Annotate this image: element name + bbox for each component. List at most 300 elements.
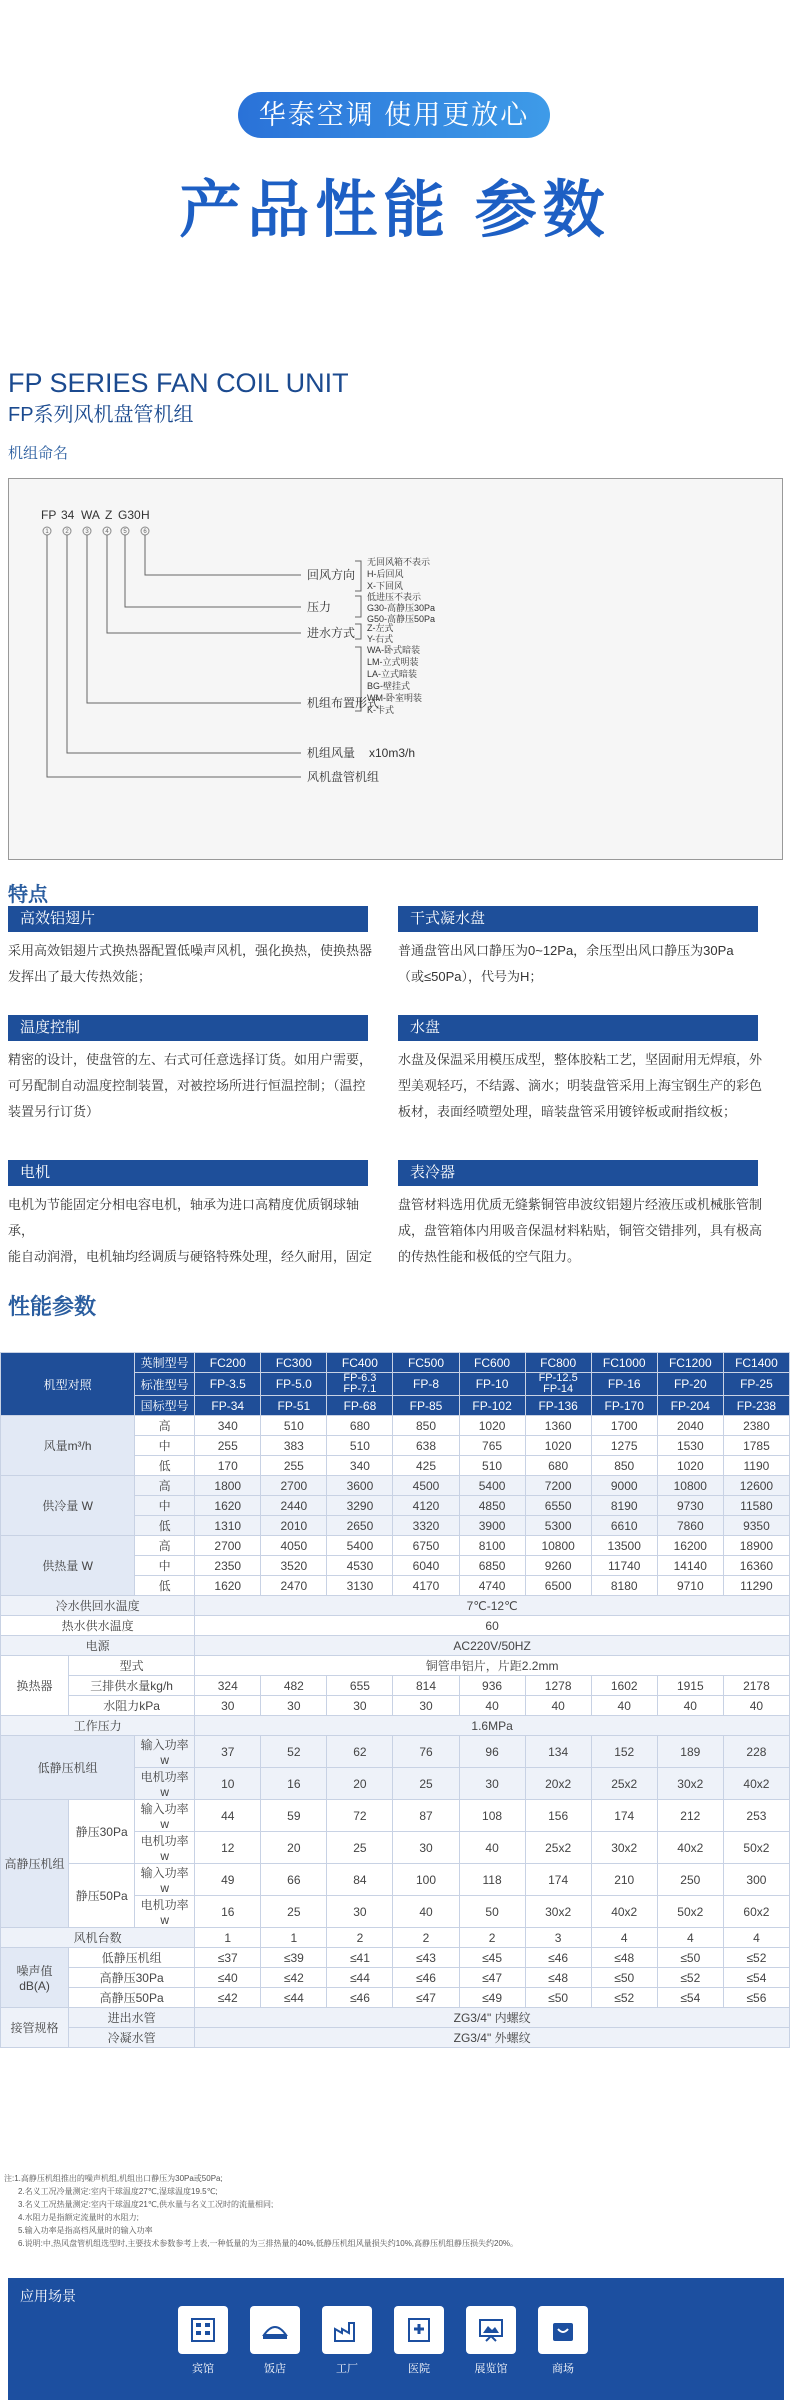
performance-rows bbox=[1, 1416, 790, 1596]
cell: FP-51 bbox=[261, 1396, 327, 1416]
value-cell: 40x2 bbox=[657, 1832, 723, 1864]
factory-icon bbox=[322, 2306, 372, 2354]
value-cell: 425 bbox=[393, 1456, 459, 1476]
code-fp: FP bbox=[41, 508, 57, 522]
value-cell: ≤37 bbox=[195, 1948, 261, 1968]
value-cell: 4 bbox=[657, 1928, 723, 1948]
value-cell: 7200 bbox=[525, 1476, 591, 1496]
value-cell: 850 bbox=[591, 1456, 657, 1476]
app-label-factory: 工厂 bbox=[336, 2363, 358, 2375]
value-cell: ≤43 bbox=[393, 1948, 459, 1968]
hero-title: 产品性能 参数 bbox=[179, 176, 611, 245]
value-cell: 66 bbox=[261, 1864, 327, 1896]
value-cell: 1190 bbox=[723, 1456, 789, 1476]
product-en-title: FP SERIES FAN COIL UNIT bbox=[8, 368, 349, 398]
value-cell: 6850 bbox=[459, 1556, 525, 1576]
layout-opt: K-卡式 bbox=[367, 705, 395, 715]
value-cell: 3320 bbox=[393, 1516, 459, 1536]
high-in-row bbox=[1, 1864, 790, 1896]
cell: FP-25 bbox=[723, 1373, 789, 1396]
value-cell: 16 bbox=[195, 1896, 261, 1928]
value-cell: 3130 bbox=[327, 1576, 393, 1596]
value-cell: 3600 bbox=[327, 1476, 393, 1496]
value-cell: ≤52 bbox=[591, 1988, 657, 2008]
noise-row bbox=[1, 1988, 790, 2008]
hospital-icon bbox=[394, 2306, 444, 2354]
value-cell: 84 bbox=[327, 1864, 393, 1896]
value-cell: 40 bbox=[459, 1832, 525, 1864]
value-cell: 8180 bbox=[591, 1576, 657, 1596]
value-cell: 765 bbox=[459, 1436, 525, 1456]
value-cell: 1602 bbox=[591, 1676, 657, 1696]
pressure-opt: 低进压不表示 bbox=[367, 592, 422, 602]
row-label: 输入功率w bbox=[135, 1736, 195, 1768]
value-cell: 25 bbox=[393, 1768, 459, 1800]
value-cell: 174 bbox=[591, 1800, 657, 1832]
naming-title: 机组命名 bbox=[8, 445, 69, 462]
low-in-row bbox=[1, 1736, 790, 1768]
value-cell: 40 bbox=[723, 1696, 789, 1716]
airflow-unit: x10m3/h bbox=[369, 746, 416, 760]
num-3: 3 bbox=[85, 529, 89, 535]
value-cell: 2040 bbox=[657, 1416, 723, 1436]
value-cell: ≤44 bbox=[327, 1968, 393, 1988]
cell: FP-16 bbox=[591, 1373, 657, 1396]
return-opt: X-下回风 bbox=[367, 581, 404, 591]
row-label: 输入功率w bbox=[135, 1864, 195, 1896]
group-label: 风量m³/h bbox=[1, 1416, 135, 1476]
label-unit: 风机盘管机组 bbox=[307, 770, 380, 784]
cell: FC400 bbox=[327, 1353, 393, 1373]
value-cell: 12 bbox=[195, 1832, 261, 1864]
value-cell: 324 bbox=[195, 1676, 261, 1696]
value-cell: 20 bbox=[261, 1832, 327, 1864]
static-pressure-label: 静压30Pa bbox=[69, 1800, 135, 1864]
value-cell: 2650 bbox=[327, 1516, 393, 1536]
value-cell: ≤56 bbox=[723, 1988, 789, 2008]
group-label: 供热量 W bbox=[1, 1536, 135, 1596]
value-cell: 255 bbox=[195, 1436, 261, 1456]
layout-opt: BG-壁挂式 bbox=[367, 681, 411, 691]
feature-bar-drain-pan: 干式凝水盘 bbox=[398, 906, 758, 932]
value-cell: 4120 bbox=[393, 1496, 459, 1516]
value-cell: ≤42 bbox=[261, 1968, 327, 1988]
value-cell: 7860 bbox=[657, 1516, 723, 1536]
cell: 7℃-12℃ bbox=[195, 1596, 790, 1616]
value-cell: ≤52 bbox=[657, 1968, 723, 1988]
value-cell: 40 bbox=[591, 1696, 657, 1716]
cell: 1.6MPa bbox=[195, 1716, 790, 1736]
value-cell: 3 bbox=[525, 1928, 591, 1948]
layout-opt: LA-立式暗装 bbox=[367, 669, 418, 679]
speed-label: 低 bbox=[135, 1576, 195, 1596]
value-cell: ≤41 bbox=[327, 1948, 393, 1968]
cell: FP-8 bbox=[393, 1373, 459, 1396]
num-1: 1 bbox=[45, 529, 49, 535]
water-opt: Y-右式 bbox=[367, 634, 394, 644]
shopping-bag-icon bbox=[538, 2306, 588, 2354]
value-cell: ≤47 bbox=[393, 1988, 459, 2008]
value-cell: 2700 bbox=[195, 1536, 261, 1556]
cell: FP-3.5 bbox=[195, 1373, 261, 1396]
value-cell: 4850 bbox=[459, 1496, 525, 1516]
value-cell: 1310 bbox=[195, 1516, 261, 1536]
value-cell: ≤50 bbox=[525, 1988, 591, 2008]
value-cell: 60x2 bbox=[723, 1896, 789, 1928]
app-label-mall: 商场 bbox=[552, 2363, 574, 2375]
models-label: 机型对照 bbox=[1, 1353, 135, 1416]
value-cell: 20 bbox=[327, 1768, 393, 1800]
row-label: 电机功率w bbox=[135, 1768, 195, 1800]
feature-text-drain-pan: 普通盘管出风口静压为0~12Pa，余压型出风口静压为30Pa （或≤50Pa），代号为H； bbox=[398, 943, 734, 984]
value-cell: 30 bbox=[195, 1696, 261, 1716]
value-cell: 59 bbox=[261, 1800, 327, 1832]
cell: FP-136 bbox=[525, 1396, 591, 1416]
pressure-opt: G30-高静压30Pa bbox=[367, 603, 436, 613]
num-2: 2 bbox=[65, 529, 69, 535]
value-cell: 40 bbox=[657, 1696, 723, 1716]
value-cell: ≤40 bbox=[195, 1968, 261, 1988]
value-cell: 72 bbox=[327, 1800, 393, 1832]
cell: FC500 bbox=[393, 1353, 459, 1373]
value-cell: 482 bbox=[261, 1676, 327, 1696]
row-label: 风机台数 bbox=[1, 1928, 195, 1948]
row-label: 进出水管 bbox=[69, 2008, 195, 2028]
code-wa: WA bbox=[81, 508, 100, 522]
value-cell: 25x2 bbox=[525, 1832, 591, 1864]
cell: FC1400 bbox=[723, 1353, 789, 1373]
app-label-exhibition: 展览馆 bbox=[474, 2363, 508, 2375]
value-cell: 30x2 bbox=[525, 1896, 591, 1928]
value-cell: 936 bbox=[459, 1676, 525, 1696]
water-opt: Z-左式 bbox=[367, 623, 394, 633]
value-cell: 510 bbox=[261, 1416, 327, 1436]
code-34: 34 bbox=[61, 508, 75, 522]
row-label: 高静压30Pa bbox=[69, 1968, 195, 1988]
value-cell: 228 bbox=[723, 1736, 789, 1768]
cell: FP-12.5 FP-14 bbox=[525, 1373, 591, 1396]
layout-opt: WA-卧式暗装 bbox=[367, 645, 421, 655]
noise-rows bbox=[1, 1948, 790, 2008]
value-cell: 16 bbox=[261, 1768, 327, 1800]
hdr-standard: 标准型号 bbox=[135, 1373, 195, 1396]
value-cell: 2010 bbox=[261, 1516, 327, 1536]
value-cell: 87 bbox=[393, 1800, 459, 1832]
value-cell: 18900 bbox=[723, 1536, 789, 1556]
cell: 铜管串铝片，片距2.2mm bbox=[195, 1656, 790, 1676]
value-cell: 30 bbox=[261, 1696, 327, 1716]
value-cell: 1020 bbox=[459, 1416, 525, 1436]
value-cell: ≤48 bbox=[591, 1948, 657, 1968]
value-cell: 510 bbox=[459, 1456, 525, 1476]
noise-row bbox=[1, 1948, 790, 1968]
hx-res-row bbox=[1, 1696, 790, 1716]
value-cell: ≤42 bbox=[195, 1988, 261, 2008]
row-label: 冷水供回水温度 bbox=[1, 1596, 195, 1616]
cell: FC200 bbox=[195, 1353, 261, 1373]
layout-opt: LM-立式明装 bbox=[367, 657, 419, 667]
cell: FP-6.3 FP-7.1 bbox=[327, 1373, 393, 1396]
cell: FC1200 bbox=[657, 1353, 723, 1373]
value-cell: 1020 bbox=[525, 1436, 591, 1456]
value-cell: 2 bbox=[327, 1928, 393, 1948]
value-cell: 212 bbox=[657, 1800, 723, 1832]
value-cell: 44 bbox=[195, 1800, 261, 1832]
row-label: 电源 bbox=[1, 1636, 195, 1656]
naming-diagram-svg bbox=[9, 479, 784, 861]
value-cell: 37 bbox=[195, 1736, 261, 1768]
feature-bar-cooler: 表冷器 bbox=[398, 1160, 758, 1186]
value-cell: 40 bbox=[459, 1696, 525, 1716]
cell: FC800 bbox=[525, 1353, 591, 1373]
value-cell: 1785 bbox=[723, 1436, 789, 1456]
speed-label: 低 bbox=[135, 1516, 195, 1536]
value-cell: 30 bbox=[327, 1896, 393, 1928]
value-cell: ≤50 bbox=[591, 1968, 657, 1988]
value-cell: 340 bbox=[195, 1416, 261, 1436]
value-cell: 1360 bbox=[525, 1416, 591, 1436]
cell: FP-170 bbox=[591, 1396, 657, 1416]
value-cell: 4740 bbox=[459, 1576, 525, 1596]
value-cell: 4 bbox=[591, 1928, 657, 1948]
value-cell: ≤50 bbox=[657, 1948, 723, 1968]
high-static-label: 高静压机组 bbox=[1, 1800, 69, 1928]
value-cell: 5300 bbox=[525, 1516, 591, 1536]
value-cell: 1620 bbox=[195, 1496, 261, 1516]
group-label: 供冷量 W bbox=[1, 1476, 135, 1536]
restaurant-icon bbox=[250, 2306, 300, 2354]
value-cell: 10800 bbox=[657, 1476, 723, 1496]
value-cell: 2700 bbox=[261, 1476, 327, 1496]
value-cell: 1800 bbox=[195, 1476, 261, 1496]
cell: FP-238 bbox=[723, 1396, 789, 1416]
return-opt: 无回风箱不表示 bbox=[367, 557, 431, 567]
value-cell: 16360 bbox=[723, 1556, 789, 1576]
label-pressure: 压力 bbox=[307, 600, 332, 614]
application-title: 应用场景 bbox=[20, 2288, 76, 2304]
features-title: 特点 bbox=[8, 884, 48, 906]
value-cell: 40x2 bbox=[723, 1768, 789, 1800]
fans-row bbox=[1, 1928, 790, 1948]
noise-row bbox=[1, 1968, 790, 1988]
feature-bar-fins: 高效铝翅片 bbox=[8, 906, 368, 932]
value-cell: 1020 bbox=[657, 1456, 723, 1476]
spec-title: 性能参数 bbox=[8, 1294, 97, 1319]
value-cell: 170 bbox=[195, 1456, 261, 1476]
hdr-national: 国标型号 bbox=[135, 1396, 195, 1416]
value-cell: 4170 bbox=[393, 1576, 459, 1596]
perf-row bbox=[1, 1536, 790, 1556]
value-cell: 4050 bbox=[261, 1536, 327, 1556]
value-cell: 1275 bbox=[591, 1436, 657, 1456]
row-label: 三排供水量kg/h bbox=[69, 1676, 195, 1696]
value-cell: 3900 bbox=[459, 1516, 525, 1536]
value-cell: ≤48 bbox=[525, 1968, 591, 1988]
high-in-row bbox=[1, 1800, 790, 1832]
value-cell: 30 bbox=[393, 1696, 459, 1716]
speed-label: 低 bbox=[135, 1456, 195, 1476]
speed-label: 中 bbox=[135, 1496, 195, 1516]
label-layout: 机组布置形式 bbox=[307, 696, 380, 710]
value-cell: 655 bbox=[327, 1676, 393, 1696]
value-cell: 255 bbox=[261, 1456, 327, 1476]
speed-label: 中 bbox=[135, 1556, 195, 1576]
value-cell: 6550 bbox=[525, 1496, 591, 1516]
value-cell: 680 bbox=[327, 1416, 393, 1436]
value-cell: 20x2 bbox=[525, 1768, 591, 1800]
value-cell: 134 bbox=[525, 1736, 591, 1768]
perf-row bbox=[1, 1416, 790, 1436]
value-cell: 9710 bbox=[657, 1576, 723, 1596]
value-cell: 2 bbox=[393, 1928, 459, 1948]
value-cell: 1700 bbox=[591, 1416, 657, 1436]
value-cell: 118 bbox=[459, 1864, 525, 1896]
value-cell: 152 bbox=[591, 1736, 657, 1768]
pressure-opt: G50-高静压50Pa bbox=[367, 614, 436, 624]
value-cell: ≤52 bbox=[723, 1948, 789, 1968]
motor-rows bbox=[1, 1736, 790, 1928]
value-cell: 2350 bbox=[195, 1556, 261, 1576]
row-label: 热水供水温度 bbox=[1, 1616, 195, 1636]
value-cell: ≤44 bbox=[261, 1988, 327, 2008]
value-cell: 6750 bbox=[393, 1536, 459, 1556]
value-cell: 25 bbox=[327, 1832, 393, 1864]
cell: FP-102 bbox=[459, 1396, 525, 1416]
value-cell: 210 bbox=[591, 1864, 657, 1896]
row-label: 换热器 bbox=[1, 1656, 69, 1716]
feature-text-water-pan: 水盘及保温采用模压成型，整体胶粘工艺，坚固耐用无焊痕，外 型美观轻巧，不结露、滴水；明装盘管采用上海宝钢生产的彩色 板材，表面经喷塑处理，暗装盘管采用镀锌板或耐指纹板； bbox=[398, 1052, 763, 1119]
feature-text-fins: 采用高效铝翅片式换热器配置低噪声风机，强化换热，使换热器 发挥出了最大传热效能； bbox=[8, 943, 373, 984]
label-airflow: 机组风量 bbox=[307, 746, 356, 760]
value-cell: 16200 bbox=[657, 1536, 723, 1556]
value-cell: 13500 bbox=[591, 1536, 657, 1556]
value-cell: 3290 bbox=[327, 1496, 393, 1516]
value-cell: 30 bbox=[459, 1768, 525, 1800]
value-cell: 510 bbox=[327, 1436, 393, 1456]
value-cell: ≤47 bbox=[459, 1968, 525, 1988]
speed-label: 中 bbox=[135, 1436, 195, 1456]
value-cell: 6610 bbox=[591, 1516, 657, 1536]
value-cell: 62 bbox=[327, 1736, 393, 1768]
cell: FP-68 bbox=[327, 1396, 393, 1416]
value-cell: 9260 bbox=[525, 1556, 591, 1576]
value-cell: 5400 bbox=[459, 1476, 525, 1496]
value-cell: 40 bbox=[393, 1896, 459, 1928]
value-cell: 9000 bbox=[591, 1476, 657, 1496]
value-cell: 1530 bbox=[657, 1436, 723, 1456]
value-cell: 638 bbox=[393, 1436, 459, 1456]
row-label: 工作压力 bbox=[1, 1716, 195, 1736]
value-cell: ≤46 bbox=[327, 1988, 393, 2008]
value-cell: 3520 bbox=[261, 1556, 327, 1576]
cell: FP-204 bbox=[657, 1396, 723, 1416]
product-cn-title: FP系列风机盘管机组 bbox=[8, 404, 194, 426]
value-cell: ≤54 bbox=[657, 1988, 723, 2008]
value-cell: 76 bbox=[393, 1736, 459, 1768]
value-cell: 814 bbox=[393, 1676, 459, 1696]
exhibition-icon bbox=[466, 2306, 516, 2354]
value-cell: 5400 bbox=[327, 1536, 393, 1556]
feature-text-temp: 精密的设计，使盘管的左、右式可任意选择订货。如用户需要， 可另配制自动温度控制装置，对被控场所进行恒温控制；（温控 装置另行订货） bbox=[8, 1052, 373, 1119]
value-cell: 156 bbox=[525, 1800, 591, 1832]
value-cell: 1 bbox=[261, 1928, 327, 1948]
value-cell: 96 bbox=[459, 1736, 525, 1768]
cell: 60 bbox=[195, 1616, 790, 1636]
value-cell: 25x2 bbox=[591, 1768, 657, 1800]
value-cell: 12600 bbox=[723, 1476, 789, 1496]
value-cell: 680 bbox=[525, 1456, 591, 1476]
value-cell: 4530 bbox=[327, 1556, 393, 1576]
return-opt: H-后回风 bbox=[367, 569, 404, 579]
feature-bar-temp: 温度控制 bbox=[8, 1015, 368, 1041]
value-cell: ≤49 bbox=[459, 1988, 525, 2008]
code-g30: G30 bbox=[118, 508, 141, 522]
spec-notes: 注:1.高静压机组推出的噪声机组,机组出口静压为30Pa或50Pa; 2.名义工况冷量测定:室内干球温度27℃,湿球温度19.5℃; 3.名义工况热量测定:室内干球温度21℃,供水量与名义工况时的流量相同; 4.水阻力是指额定流量时的水阻力; 5.输入功率是指高档风量时的输入功率 6.说明:中,热风盘管机组选型时,主要技术参数参考上表,一种低量的为三排热量的40%,低静压机组风量损失约10%,高静压机组静压损失约20%。 bbox=[4, 2174, 519, 2248]
cell: FP-34 bbox=[195, 1396, 261, 1416]
num-4: 4 bbox=[105, 529, 109, 535]
value-cell: 8100 bbox=[459, 1536, 525, 1556]
app-label-hospital: 医院 bbox=[408, 2363, 430, 2375]
value-cell: 1915 bbox=[657, 1676, 723, 1696]
value-cell: 25 bbox=[261, 1896, 327, 1928]
value-cell: 174 bbox=[525, 1864, 591, 1896]
value-cell: ≤45 bbox=[459, 1948, 525, 1968]
value-cell: ≤39 bbox=[261, 1948, 327, 1968]
row-label: 低静压机组 bbox=[69, 1948, 195, 1968]
value-cell: 1278 bbox=[525, 1676, 591, 1696]
value-cell: 30x2 bbox=[657, 1768, 723, 1800]
cell: AC220V/50HZ bbox=[195, 1636, 790, 1656]
value-cell: 11290 bbox=[723, 1576, 789, 1596]
value-cell: 30x2 bbox=[591, 1832, 657, 1864]
cell: FP-5.0 bbox=[261, 1373, 327, 1396]
value-cell: 4 bbox=[723, 1928, 789, 1948]
value-cell: 11580 bbox=[723, 1496, 789, 1516]
code-z: Z bbox=[105, 508, 113, 522]
hx-flow-row bbox=[1, 1676, 790, 1696]
value-cell: 52 bbox=[261, 1736, 327, 1768]
value-cell: 2380 bbox=[723, 1416, 789, 1436]
value-cell: 108 bbox=[459, 1800, 525, 1832]
num-5: 5 bbox=[123, 529, 127, 535]
value-cell: 100 bbox=[393, 1864, 459, 1896]
cell: FP-85 bbox=[393, 1396, 459, 1416]
naming-diagram bbox=[8, 478, 783, 860]
row-label: 水阻力kPa bbox=[69, 1696, 195, 1716]
cell: FC1000 bbox=[591, 1353, 657, 1373]
value-cell: 50 bbox=[459, 1896, 525, 1928]
value-cell: 9730 bbox=[657, 1496, 723, 1516]
value-cell: 8190 bbox=[591, 1496, 657, 1516]
cell: FP-20 bbox=[657, 1373, 723, 1396]
hotel-icon bbox=[178, 2306, 228, 2354]
feature-bar-motor: 电机 bbox=[8, 1160, 368, 1186]
value-cell: 10800 bbox=[525, 1536, 591, 1556]
value-cell: 49 bbox=[195, 1864, 261, 1896]
value-cell: 6040 bbox=[393, 1556, 459, 1576]
feature-text-cooler: 盘管材料选用优质无缝紫铜管串波纹铝翅片经液压或机械胀管制 成，盘管箱体内用吸音保温材料粘贴，铜管交错排列，具有极高 的传热性能和极低的空气阻力。 bbox=[398, 1197, 763, 1264]
value-cell: 10 bbox=[195, 1768, 261, 1800]
value-cell: 50x2 bbox=[657, 1896, 723, 1928]
feature-text-motor: 电机为节能固定分相电容电机，轴承为进口高精度优质钢球轴承， 能自动润滑，电机轴均经调质与硬铬特殊处理，经久耐用，固定 bbox=[8, 1197, 373, 1264]
row-label: 型式 bbox=[69, 1656, 195, 1676]
value-cell: ≤54 bbox=[723, 1968, 789, 1988]
feature-bar-water-pan: 水盘 bbox=[398, 1015, 758, 1041]
value-cell: 2 bbox=[459, 1928, 525, 1948]
value-cell: 2470 bbox=[261, 1576, 327, 1596]
code-h: H bbox=[141, 508, 150, 522]
row-label: 接管规格 bbox=[1, 2008, 69, 2048]
